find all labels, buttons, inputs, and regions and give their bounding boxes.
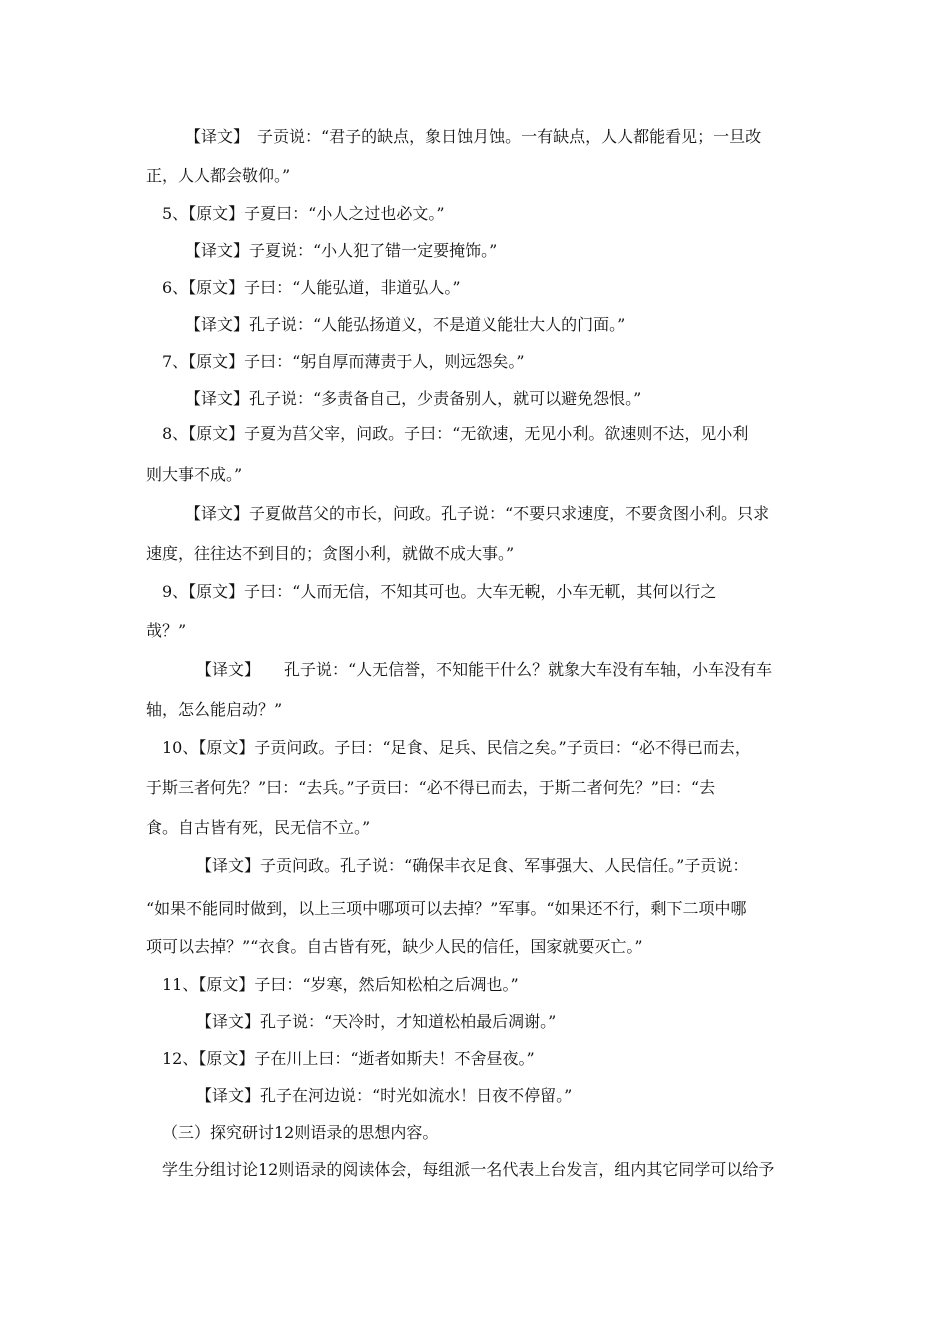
- text-line: 10、【原文】子贡问政。子曰：“足食、足兵、民信之矣。”子贡曰：“必不得已而去，: [162, 738, 751, 757]
- text-line: 则大事不成。”: [146, 465, 243, 484]
- text-line: 8、【原文】子夏为莒父宰，问政。子曰：“无欲速，无见小利。欲速则不达，见小利: [162, 424, 749, 443]
- text-line: 【译文】 子贡说：“君子的缺点，象日蚀月蚀。一有缺点，人人都能看见；一旦改: [185, 127, 762, 146]
- text-line: 11、【原文】子曰：“岁寒，然后知松柏之后凋也。”: [162, 975, 519, 994]
- text-line: 学生分组讨论12则语录的阅读体会，每组派一名代表上台发言，组内其它同学可以给予: [162, 1160, 775, 1179]
- text-line: 哉？”: [146, 621, 187, 640]
- text-line: 【译文】孔子说：“人能弘扬道义，不是道义能壮大人的门面。”: [185, 315, 626, 334]
- text-line: 项可以去掉？”“衣食。自古皆有死，缺少人民的信任，国家就要灭亡。”: [146, 937, 643, 956]
- text-line: 【译文】子夏做莒父的市长，问政。孔子说：“不要只求速度，不要贪图小利。只求: [185, 504, 770, 523]
- text-line: 【译文】 孔子说：“人无信誉，不知能干什么？就象大车没有车轴，小车没有车: [196, 660, 773, 679]
- text-line: 6、【原文】子曰：“人能弘道，非道弘人。”: [162, 278, 461, 297]
- text-line: 速度，往往达不到目的；贪图小利，就做不成大事。”: [146, 544, 515, 563]
- section-heading: （三）探究研讨12则语录的思想内容。: [162, 1123, 439, 1142]
- text-line: 5、【原文】子夏曰：“小人之过也必文。”: [162, 204, 445, 223]
- text-line: 9、【原文】子曰：“人而无信，不知其可也。大车无輗，小车无軏，其何以行之: [162, 582, 717, 601]
- text-line: 【译文】孔子在河边说：“时光如流水！日夜不停留。”: [196, 1086, 573, 1105]
- text-line: “如果不能同时做到，以上三项中哪项可以去掉？”军事。“如果还不行，剩下二项中哪: [146, 899, 747, 918]
- text-line: 轴，怎么能启动？”: [146, 700, 283, 719]
- text-line: 【译文】子夏说：“小人犯了错一定要掩饰。”: [185, 241, 498, 260]
- text-line: 于斯三者何先？”曰：“去兵。”子贡曰：“必不得已而去，于斯二者何先？”曰：“去: [146, 778, 716, 797]
- text-line: 【译文】子贡问政。孔子说：“确保丰衣足食、军事强大、人民信任。”子贡说：: [196, 856, 749, 875]
- text-line: 7、【原文】子曰：“躬自厚而薄责于人，则远怨矣。”: [162, 352, 525, 371]
- text-line: 食。自古皆有死，民无信不立。”: [146, 818, 371, 837]
- text-line: 【译文】孔子说：“多责备自己，少责备别人，就可以避免怨恨。”: [185, 389, 642, 408]
- text-line: 【译文】孔子说：“天冷时，才知道松柏最后凋谢。”: [196, 1012, 557, 1031]
- text-line: 12、【原文】子在川上曰：“逝者如斯夫！不舍昼夜。”: [162, 1049, 535, 1068]
- text-line: 正，人人都会敬仰。”: [146, 166, 291, 185]
